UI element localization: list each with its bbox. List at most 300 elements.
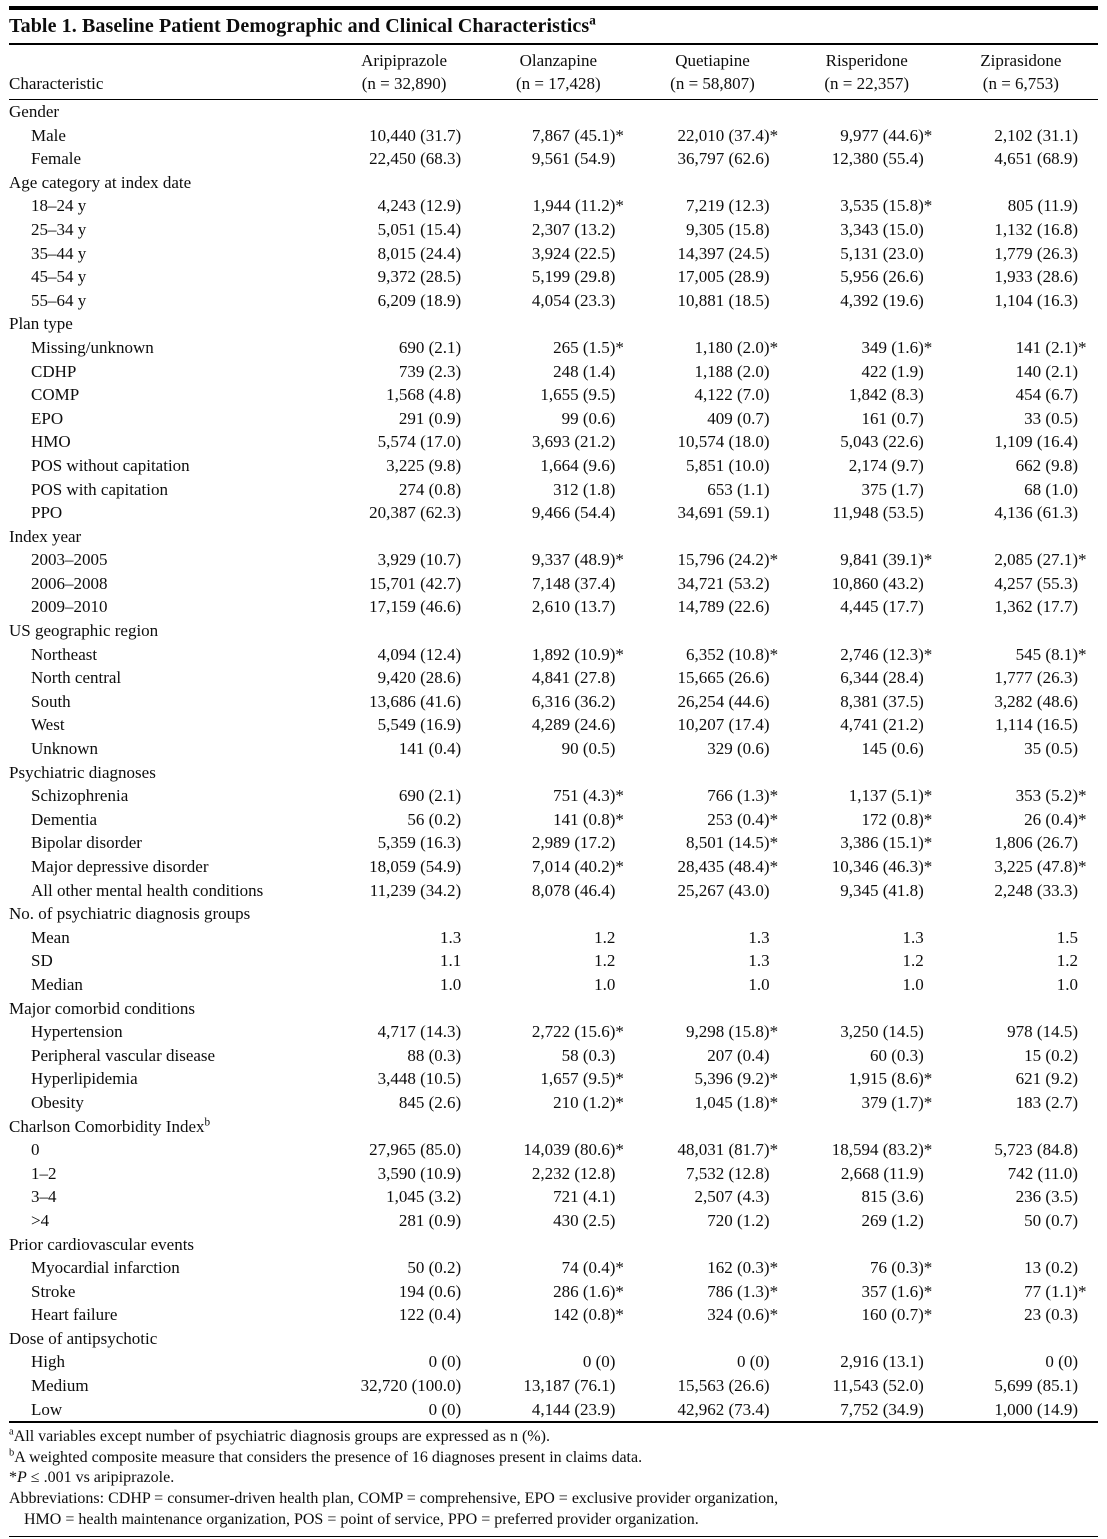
row-label: All other mental health conditions (31, 880, 264, 900)
table-row (9, 1398, 1098, 1422)
table-cell: 5,574 (17.0) (377, 432, 462, 452)
row-label: Hypertension (31, 1022, 123, 1042)
table-row (9, 1374, 1098, 1398)
table-cell-empty (635, 997, 789, 1021)
table-cell-empty (635, 171, 789, 195)
row-label: 18–24 y (31, 196, 87, 216)
row-label: CDHP (31, 361, 77, 381)
row-label: Obesity (31, 1092, 84, 1112)
table-cell-empty (944, 1115, 1098, 1139)
table-cell: 236 (3.5) (1015, 1187, 1078, 1207)
row-label: SD (31, 951, 53, 971)
table-cell: 14,039 (80.6)* (523, 1140, 624, 1160)
table-cell-empty (944, 100, 1098, 124)
table-cell: 1,362 (17.7) (994, 597, 1078, 617)
table-cell: 6,316 (36.2) (531, 691, 616, 711)
table-cell: 207 (0.4) (707, 1045, 770, 1065)
section-header-row (9, 312, 1098, 336)
row-label: Northeast (31, 644, 98, 664)
table-cell: 13,686 (41.6) (369, 691, 462, 711)
table-cell: 1.0 (439, 974, 462, 994)
table-cell: 621 (9.2) (1015, 1069, 1078, 1089)
table-cell: 22,010 (37.4)* (677, 125, 779, 145)
table-cell: 141 (0.8)* (553, 809, 624, 829)
table-cell: 751 (4.3)* (553, 786, 624, 806)
table-row (9, 713, 1098, 737)
table-cell: 1.0 (594, 974, 616, 994)
table-cell: 88 (0.3) (407, 1045, 462, 1065)
table-cell: 3,929 (10.7) (377, 550, 462, 570)
table-cell: 845 (2.6) (398, 1092, 462, 1112)
table-cell: 141 (2.1)* (1015, 337, 1087, 357)
table-cell: 662 (9.8) (1015, 455, 1078, 475)
table-row (9, 1162, 1098, 1186)
row-label: North central (31, 668, 122, 688)
section-header-row (9, 1115, 1098, 1139)
table-cell: 34,721 (53.2) (677, 573, 770, 593)
section-header-label: Charlson Comorbidity Index$^b$ (9, 1115, 211, 1136)
section-header-row (9, 171, 1098, 195)
column-header-risperidone (790, 49, 944, 95)
table-row (9, 808, 1098, 832)
section-header-label: Dose of antipsychotic (9, 1328, 158, 1348)
table-cell: 58 (0.3) (561, 1045, 616, 1065)
table-row (9, 454, 1098, 478)
column-header-aripiprazole (327, 49, 481, 95)
row-label: Missing/unknown (31, 337, 154, 357)
section-header-label: Index year (9, 526, 82, 546)
table-cell: 2,507 (4.3) (694, 1187, 770, 1207)
table-cell: 4,243 (12.9) (377, 196, 462, 216)
table-cell: 978 (14.5) (1007, 1022, 1078, 1042)
row-label: Low (31, 1399, 63, 1419)
row-label: POS with capitation (31, 479, 168, 499)
table-cell-empty (327, 997, 481, 1021)
table-cell: 4,445 (17.7) (840, 597, 924, 617)
table-cell: 161 (0.7) (861, 408, 924, 428)
table-cell: 11,948 (53.5) (832, 503, 924, 523)
table-cell: 1.1 (439, 951, 462, 971)
table-cell: 10,881 (18.5) (677, 290, 770, 310)
table-cell: 2,174 (9.7) (848, 455, 924, 475)
table-row (9, 666, 1098, 690)
row-label: Female (31, 149, 82, 169)
table-cell-empty (327, 1327, 481, 1351)
table-cell-empty (481, 997, 635, 1021)
drug-name: Quetiapine (675, 50, 750, 70)
table-cell: 9,337 (48.9)* (531, 550, 624, 570)
table-cell: 9,298 (15.8)* (686, 1022, 779, 1042)
table-cell: 20,387 (62.3) (369, 503, 462, 523)
table-cell: 10,440 (31.7) (369, 125, 462, 145)
table-row (9, 265, 1098, 289)
table-cell: 15 (0.2) (1024, 1045, 1078, 1065)
table-cell: 0 (0) (1045, 1352, 1078, 1372)
row-label: 3–4 (31, 1187, 57, 1207)
table-cell: 1,664 (9.6) (540, 455, 616, 475)
table-cell: 8,078 (46.4) (531, 880, 616, 900)
table-cell: 312 (1.8) (553, 479, 616, 499)
table-row (9, 1256, 1098, 1280)
table-cell: 1.0 (748, 974, 770, 994)
table-cell: 1.2 (594, 927, 616, 947)
drug-n: (n = 32,890) (361, 73, 447, 93)
table-cell: 4,094 (12.4) (377, 644, 462, 664)
table-cell: 3,225 (9.8) (386, 455, 462, 475)
table-title (9, 10, 1098, 43)
table-cell-empty (481, 619, 635, 643)
table-cell: 4,257 (55.3) (994, 573, 1078, 593)
table-cell: 5,699 (85.1) (994, 1376, 1078, 1396)
table-row (9, 478, 1098, 502)
table-cell: 9,977 (44.6)* (840, 125, 933, 145)
table-cell-empty (790, 525, 944, 549)
section-header-label: Plan type (9, 314, 73, 334)
table-cell: 10,207 (17.4) (677, 715, 770, 735)
section-header-row (9, 902, 1098, 926)
table-cell: 183 (2.7) (1015, 1092, 1078, 1112)
table-cell: 60 (0.3) (869, 1045, 924, 1065)
table-row (9, 1303, 1098, 1327)
table-body (9, 100, 1098, 1421)
table-cell: 5,956 (26.6) (840, 267, 924, 287)
table-cell: 27,965 (85.0) (369, 1140, 462, 1160)
table-cell-empty (790, 761, 944, 785)
table-cell-empty (481, 525, 635, 549)
table-row (9, 831, 1098, 855)
table-cell: 50 (0.2) (407, 1258, 462, 1278)
table-row (9, 147, 1098, 171)
table-cell: 5,051 (15.4) (377, 219, 462, 239)
table-cell: 9,372 (28.5) (377, 267, 462, 287)
table-row (9, 643, 1098, 667)
table-cell: 3,343 (15.0) (840, 219, 924, 239)
table-cell: 1,842 (8.3) (848, 385, 924, 405)
table-cell: 5,199 (29.8) (531, 267, 616, 287)
table-row (9, 242, 1098, 266)
table-cell: 26 (0.4)* (1024, 809, 1087, 829)
table-cell: 9,420 (28.6) (377, 668, 462, 688)
table-cell: 1,045 (1.8)* (694, 1092, 779, 1112)
table-cell: 1,132 (16.8) (994, 219, 1078, 239)
row-label: Peripheral vascular disease (31, 1045, 216, 1065)
table-cell-empty (944, 902, 1098, 926)
table-cell: 76 (0.3)* (869, 1258, 933, 1278)
table-cell-empty (944, 1233, 1098, 1257)
table-cell: 4,392 (19.6) (840, 290, 924, 310)
table-cell: 8,381 (37.5) (840, 691, 924, 711)
table-title-text: Table 1. Baseline Patient Demographic and Clinical Characteristics (9, 15, 590, 37)
table-row (9, 737, 1098, 761)
table-cell: 9,561 (54.9) (531, 149, 616, 169)
table-cell: 22,450 (68.3) (369, 149, 462, 169)
table-row (9, 784, 1098, 808)
table-cell: 26,254 (44.6) (677, 691, 770, 711)
table-cell-empty (481, 1115, 635, 1139)
section-header-label: Psychiatric diagnoses (9, 762, 156, 782)
table-row (9, 1280, 1098, 1304)
table-header-row (9, 45, 1098, 99)
table-cell: 160 (0.7)* (861, 1305, 933, 1325)
section-header-label: Age category at index date (9, 172, 192, 192)
row-label: 45–54 y (31, 267, 87, 287)
table-cell: 5,043 (22.6) (840, 432, 924, 452)
table-cell: 1,933 (28.6) (994, 267, 1078, 287)
table-cell: 1.5 (1056, 927, 1078, 947)
table-row (9, 1138, 1098, 1162)
table-cell: 721 (4.1) (553, 1187, 616, 1207)
table-cell: 5,723 (84.8) (994, 1140, 1078, 1160)
table-cell-empty (481, 761, 635, 785)
table-cell: 2,610 (13.7) (531, 597, 616, 617)
row-label: High (31, 1352, 65, 1372)
table-row (9, 690, 1098, 714)
table-cell: 1,188 (2.0) (694, 361, 770, 381)
table-cell: 99 (0.6) (561, 408, 616, 428)
table-cell: 2,916 (13.1) (840, 1352, 924, 1372)
table-cell: 253 (0.4)* (707, 809, 779, 829)
row-label: Dementia (31, 809, 98, 829)
row-label: Male (31, 125, 66, 145)
table-cell-empty (635, 761, 789, 785)
table-cell: 269 (1.2) (861, 1210, 924, 1230)
section-header-row (9, 100, 1098, 124)
row-label: EPO (31, 408, 64, 428)
table-cell: 15,665 (26.6) (677, 668, 770, 688)
table-cell-empty (481, 171, 635, 195)
table-cell-empty (481, 1327, 635, 1351)
table-cell: 2,668 (11.9) (840, 1163, 924, 1183)
section-header-label: Major comorbid conditions (9, 998, 196, 1018)
table-cell: 7,752 (34.9) (840, 1399, 924, 1419)
table-cell-empty (327, 1233, 481, 1257)
table-cell: 286 (1.6)* (553, 1281, 624, 1301)
table-cell-empty (790, 1233, 944, 1257)
table-cell: 1.3 (748, 951, 770, 971)
table-cell: 33 (0.5) (1024, 408, 1078, 428)
table-cell: 6,344 (28.4) (840, 668, 924, 688)
table-cell: 3,250 (14.5) (840, 1022, 924, 1042)
row-label: Myocardial infarction (31, 1258, 180, 1278)
table-cell: 1,892 (10.9)* (531, 644, 624, 664)
table-cell: 2,248 (33.3) (994, 880, 1078, 900)
table-cell: 742 (11.0) (1007, 1163, 1078, 1183)
table-cell: 3,225 (47.8)* (994, 857, 1087, 876)
table-cell: 4,841 (27.8) (531, 668, 616, 688)
table-cell: 409 (0.7) (707, 408, 770, 428)
row-label: Schizophrenia (31, 786, 129, 806)
table-cell: 34,691 (59.1) (677, 503, 770, 523)
table-cell: 3,693 (21.2) (531, 432, 616, 452)
table-cell: 379 (1.7)* (861, 1092, 933, 1112)
table-row (9, 1209, 1098, 1233)
table-cell: 7,014 (40.2)* (531, 857, 624, 876)
table-cell: 4,144 (23.9) (531, 1399, 616, 1419)
table-cell: 210 (1.2)* (553, 1092, 624, 1112)
table-cell: 4,651 (68.9) (994, 149, 1078, 169)
table-cell: 18,594 (83.2)* (831, 1140, 933, 1160)
table-cell: 1.0 (902, 974, 924, 994)
table-cell: 15,701 (42.7) (369, 573, 462, 593)
row-label: 2003–2005 (31, 550, 108, 570)
table-cell-empty (635, 525, 789, 549)
row-label: Major depressive disorder (31, 857, 209, 876)
table-cell: 9,305 (15.8) (686, 219, 770, 239)
table-cell: 2,989 (17.2) (531, 833, 616, 853)
drug-n: (n = 22,357) (824, 73, 910, 93)
table-cell: 13 (0.2) (1024, 1258, 1078, 1278)
column-header-quetiapine (635, 49, 789, 95)
table-cell: 8,501 (14.5)* (686, 833, 779, 853)
table-cell: 5,851 (10.0) (686, 455, 770, 475)
table-cell: 291 (0.9) (398, 408, 462, 428)
table-cell-empty (944, 761, 1098, 785)
table-cell: 15,563 (26.6) (677, 1376, 770, 1396)
table-cell: 6,352 (10.8)* (686, 644, 779, 664)
table-cell: 14,789 (22.6) (677, 597, 770, 617)
section-header-row (9, 1327, 1098, 1351)
table-cell: 5,131 (23.0) (840, 243, 924, 263)
table-cell: 17,005 (28.9) (677, 267, 770, 287)
table-cell-empty (327, 171, 481, 195)
table-cell: 1.3 (902, 927, 924, 947)
table-cell: 1,180 (2.0)* (694, 337, 779, 357)
table-row (9, 926, 1098, 950)
table-cell-empty (944, 171, 1098, 195)
table-cell: 375 (1.7) (861, 479, 924, 499)
table-cell: 1,657 (9.5)* (540, 1069, 624, 1089)
table-cell: 23 (0.3) (1024, 1305, 1078, 1325)
table-cell: 9,345 (41.8) (840, 880, 924, 900)
table-cell: 122 (0.4) (398, 1305, 462, 1325)
table-row (9, 289, 1098, 313)
table-cell: 4,054 (23.3) (531, 290, 616, 310)
table-cell-empty (944, 525, 1098, 549)
table-cell: 11,543 (52.0) (832, 1376, 924, 1396)
table-cell-empty (481, 902, 635, 926)
table-footnotes (9, 1423, 1098, 1536)
table-cell: 50 (0.7) (1024, 1210, 1078, 1230)
row-label: PPO (31, 503, 63, 523)
table-cell: 0 (0) (428, 1352, 462, 1372)
table-row (9, 1091, 1098, 1115)
table-cell: 7,148 (37.4) (531, 573, 616, 593)
row-label: COMP (31, 385, 80, 405)
table-cell: 1.0 (1056, 974, 1078, 994)
section-header-row (9, 997, 1098, 1021)
table-cell-empty (327, 1115, 481, 1139)
drug-name: Risperidone (825, 50, 908, 70)
row-label: 2006–2008 (31, 573, 108, 593)
table-cell: 1,806 (26.7) (994, 833, 1078, 853)
row-label: 35–44 y (31, 243, 87, 263)
table-cell: 766 (1.3)* (707, 786, 779, 806)
table-cell: 430 (2.5) (553, 1210, 616, 1230)
table-row (9, 1185, 1098, 1209)
table-cell: 281 (0.9) (398, 1210, 462, 1230)
table-cell-empty (790, 997, 944, 1021)
table-cell: 454 (6.7) (1015, 385, 1078, 405)
table-cell: 1,137 (5.1)* (848, 786, 933, 806)
table-cell: 1,915 (8.6)* (848, 1069, 933, 1089)
table-cell: 74 (0.4)* (561, 1258, 624, 1278)
row-label: 25–34 y (31, 219, 87, 239)
table-cell: 8,015 (24.4) (377, 243, 462, 263)
table-row (9, 572, 1098, 596)
table-row (9, 548, 1098, 572)
table-cell: 141 (0.4) (398, 739, 462, 759)
table-cell-empty (327, 761, 481, 785)
table-cell: 28,435 (48.4)* (677, 857, 779, 876)
row-label: 0 (31, 1140, 40, 1160)
drug-name: Olanzapine (519, 50, 597, 70)
table-cell-empty (790, 619, 944, 643)
section-header-row (9, 1233, 1098, 1257)
footnote-line: $^b$A weighted composite measure that considers the presence of 16 diagnoses present in claims data. (9, 1447, 643, 1466)
footnote-line: *P ≤ .001 vs aripiprazole. (9, 1469, 175, 1487)
column-header-characteristic: Characteristic (9, 73, 104, 93)
table-cell: 140 (2.1) (1015, 361, 1078, 381)
table-cell: 7,219 (12.3) (686, 196, 770, 216)
table-cell: 1,777 (26.3) (994, 668, 1078, 688)
table-cell: 1,779 (26.3) (994, 243, 1078, 263)
table-cell: 7,867 (45.1)* (531, 125, 624, 145)
table-cell: 1,568 (4.8) (386, 385, 462, 405)
table-cell-empty (790, 171, 944, 195)
table-cell: 172 (0.8)* (861, 809, 933, 829)
table-cell: 3,590 (10.9) (377, 1163, 462, 1183)
table-cell: 248 (1.4) (553, 361, 616, 381)
table-row (9, 124, 1098, 148)
table-cell-empty (327, 525, 481, 549)
table-cell-empty (327, 312, 481, 336)
table-cell-empty (481, 312, 635, 336)
drug-n: (n = 17,428) (515, 73, 601, 93)
table-cell-empty (944, 997, 1098, 1021)
table-cell-empty (327, 902, 481, 926)
table-cell: 1,944 (11.2)* (532, 196, 624, 216)
table-cell-empty (944, 312, 1098, 336)
table-row (9, 1020, 1098, 1044)
table-cell: 15,796 (24.2)* (677, 550, 779, 570)
table-cell: 1,109 (16.4) (994, 432, 1078, 452)
drug-n: (n = 6,753) (982, 73, 1059, 93)
table-cell: 90 (0.5) (561, 739, 616, 759)
table-cell-empty (635, 1115, 789, 1139)
table-row (9, 1067, 1098, 1091)
drug-name: Aripiprazole (361, 50, 448, 70)
section-header-row (9, 525, 1098, 549)
table-cell: 25,267 (43.0) (677, 880, 770, 900)
table-cell: 142 (0.8)* (553, 1305, 624, 1325)
table-cell: 10,346 (46.3)* (831, 857, 933, 876)
table-cell: 786 (1.3)* (707, 1281, 779, 1301)
row-label: 2009–2010 (31, 597, 108, 617)
table-cell-empty (635, 902, 789, 926)
table-cell-empty (790, 312, 944, 336)
table-row (9, 595, 1098, 619)
table-cell: 805 (11.9) (1007, 196, 1078, 216)
table-cell: 17,159 (46.6) (369, 597, 462, 617)
column-header-ziprasidone (944, 49, 1098, 95)
table-cell: 36,797 (62.6) (677, 149, 770, 169)
table-cell: 9,466 (54.4) (531, 503, 616, 523)
table-cell: 422 (1.9) (861, 361, 924, 381)
table-cell: 3,448 (10.5) (377, 1069, 462, 1089)
table-cell: 56 (0.2) (407, 809, 462, 829)
table-cell: 35 (0.5) (1024, 739, 1078, 759)
table-cell: 1,045 (3.2) (386, 1187, 462, 1207)
